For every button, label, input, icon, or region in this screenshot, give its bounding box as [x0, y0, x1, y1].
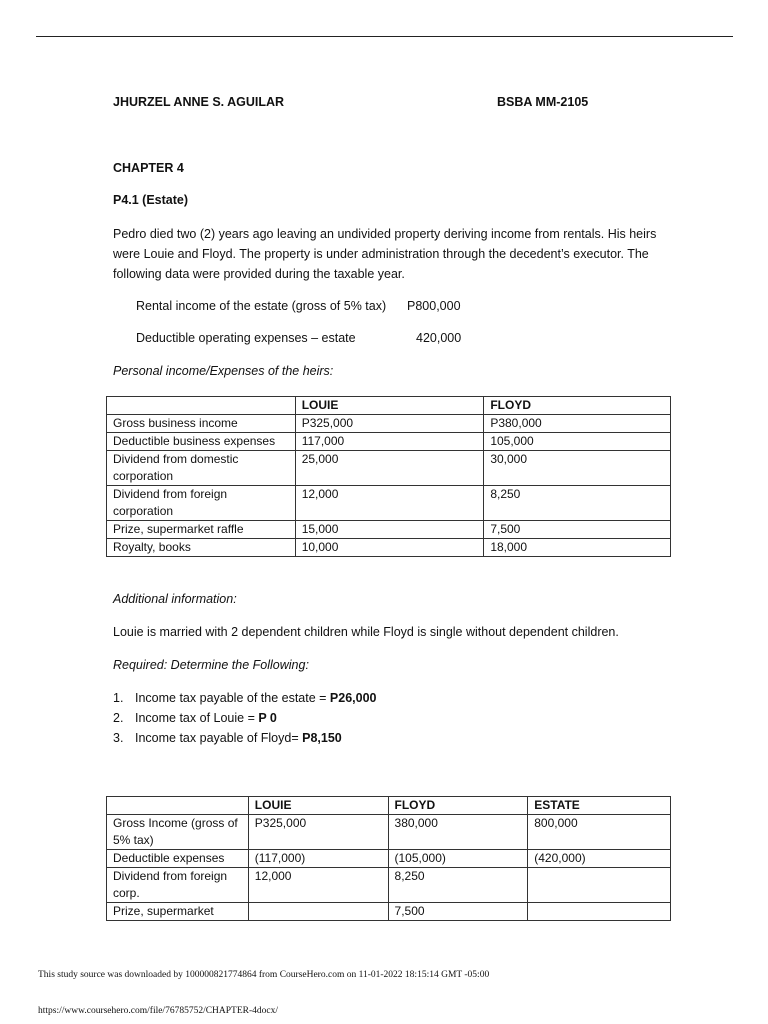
- table-header-cell: LOUIE: [295, 397, 484, 415]
- list-number: 1.: [113, 691, 124, 705]
- table-cell: P325,000: [295, 415, 484, 433]
- table-cell: 7,500: [388, 903, 528, 921]
- table-cell: 117,000: [295, 433, 484, 451]
- table-cell: P380,000: [484, 415, 671, 433]
- list-number: 2.: [113, 711, 124, 725]
- table-row: [107, 539, 671, 557]
- table-header-row: [107, 397, 671, 415]
- list-text: Income tax of Louie =: [135, 711, 259, 725]
- additional-text: Louie is married with 2 dependent children while Floyd is single without dependent children.: [113, 625, 619, 639]
- table-header-cell: ESTATE: [528, 797, 671, 815]
- table-header-cell: FLOYD: [484, 397, 671, 415]
- estate-item-value: 420,000: [416, 331, 462, 345]
- table-cell: Prize, supermarket raffle: [107, 521, 296, 539]
- top-divider: [36, 36, 733, 37]
- table-cell: 12,000: [295, 486, 484, 521]
- table-row: [107, 850, 671, 868]
- table-header-cell: LOUIE: [248, 797, 388, 815]
- table-cell: 380,000: [388, 815, 528, 850]
- table-header-cell: [107, 397, 296, 415]
- additional-heading: Additional information:: [113, 592, 237, 606]
- list-text: Income tax payable of the estate =: [135, 691, 330, 705]
- personal-heading: Personal income/Expenses of the heirs:: [113, 364, 334, 378]
- table-cell: [248, 903, 388, 921]
- table-row: [107, 815, 671, 850]
- table-row: [107, 451, 671, 486]
- table-cell: (420,000): [528, 850, 671, 868]
- estate-item-value: P800,000: [407, 299, 461, 313]
- intro-paragraph: Pedro died two (2) years ago leaving an undivided property deriving income from rentals. His heirs were Louie and Floyd. The property is under administration through the decedent’s executor. The following data were provided during the taxable year.: [113, 227, 657, 281]
- list-answer: P8,150: [302, 731, 342, 745]
- source-url[interactable]: https://www.coursehero.com/file/76785752/CHAPTER-4docx/: [38, 1006, 279, 1016]
- table-header-cell: FLOYD: [388, 797, 528, 815]
- list-number: 3.: [113, 731, 124, 745]
- table-cell: P325,000: [248, 815, 388, 850]
- table-cell: Dividend from foreign corporation: [107, 486, 296, 521]
- table-cell: 30,000: [484, 451, 671, 486]
- table-cell: 8,250: [388, 868, 528, 903]
- table-cell: 7,500: [484, 521, 671, 539]
- table-cell: 105,000: [484, 433, 671, 451]
- table-row: [107, 903, 671, 921]
- table-cell: 15,000: [295, 521, 484, 539]
- table-cell: 10,000: [295, 539, 484, 557]
- required-heading: Required: Determine the Following:: [113, 658, 309, 672]
- table-cell: 25,000: [295, 451, 484, 486]
- table-cell: Gross business income: [107, 415, 296, 433]
- table-cell: Prize, supermarket: [107, 903, 249, 921]
- required-list: [113, 688, 377, 748]
- table-cell: 800,000: [528, 815, 671, 850]
- table-cell: 18,000: [484, 539, 671, 557]
- chapter-title: CHAPTER 4: [113, 161, 184, 175]
- list-answer: P26,000: [329, 691, 377, 705]
- table-cell: Dividend from foreign corp.: [107, 868, 249, 903]
- table-cell: (105,000): [388, 850, 528, 868]
- student-name: JHURZEL ANNE S. AGUILAR: [113, 95, 285, 109]
- table-cell: [528, 868, 671, 903]
- download-source-note: This study source was downloaded by 100000821774864 from CourseHero.com on 11-01-2022 18:15:14 GMT -05:00: [38, 970, 490, 980]
- table-row: [107, 868, 671, 903]
- solution-table: [106, 796, 671, 921]
- heirs-table: [106, 396, 671, 557]
- problem-title: P4.1 (Estate): [113, 193, 189, 207]
- table-header-cell: [107, 797, 249, 815]
- list-item: [113, 688, 377, 708]
- list-item: [113, 708, 377, 728]
- table-cell: Deductible business expenses: [107, 433, 296, 451]
- table-cell: (117,000): [248, 850, 388, 868]
- table-cell: Royalty, books: [107, 539, 296, 557]
- list-answer: P 0: [258, 711, 277, 725]
- table-cell: Deductible expenses: [107, 850, 249, 868]
- table-row: [107, 521, 671, 539]
- list-item: [113, 728, 377, 748]
- table-cell: 12,000: [248, 868, 388, 903]
- table-row: [107, 433, 671, 451]
- table-row: [107, 486, 671, 521]
- table-row: [107, 415, 671, 433]
- table-cell: [528, 903, 671, 921]
- table-cell: Gross Income (gross of 5% tax): [107, 815, 249, 850]
- course-section: BSBA MM-2105: [497, 95, 589, 109]
- estate-item-label: Deductible operating expenses – estate: [136, 331, 356, 345]
- table-cell: Dividend from domestic corporation: [107, 451, 296, 486]
- table-header-row: [107, 797, 671, 815]
- table-cell: 8,250: [484, 486, 671, 521]
- estate-item-label: Rental income of the estate (gross of 5% tax): [136, 299, 387, 313]
- list-text: Income tax payable of Floyd=: [135, 731, 303, 745]
